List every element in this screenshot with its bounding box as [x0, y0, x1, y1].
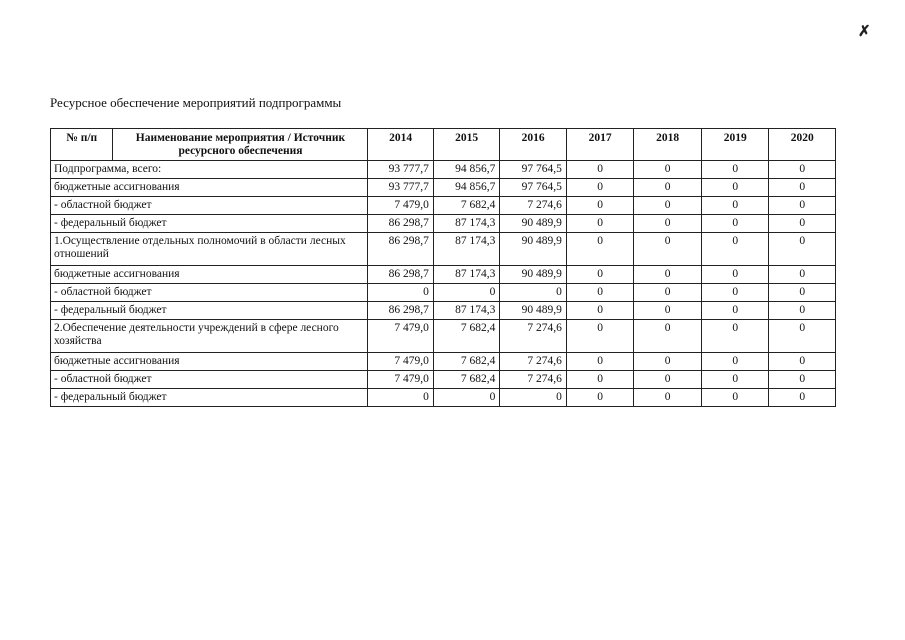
value-cell-2015: 87 174,3 [433, 302, 500, 320]
value-cell-2020: 0 [769, 197, 836, 215]
value-cell-2019: 0 [701, 353, 769, 371]
table-body [51, 161, 836, 407]
table-row [51, 233, 836, 266]
value-cell-2017: 0 [566, 161, 634, 179]
value-cell-2016: 90 489,9 [500, 266, 567, 284]
value-cell-2018: 0 [634, 302, 702, 320]
value-cell-2019: 0 [701, 233, 769, 266]
value-cell-2014: 86 298,7 [368, 215, 434, 233]
value-cell-2018: 0 [634, 284, 702, 302]
value-cell-2019: 0 [701, 161, 769, 179]
value-cell-2018: 0 [634, 320, 702, 353]
value-cell-2014: 86 298,7 [368, 266, 434, 284]
row-name-cell: - областной бюджет [51, 371, 368, 389]
header-year-2019: 2019 [701, 129, 769, 161]
header-year-2015: 2015 [433, 129, 500, 161]
value-cell-2017: 0 [566, 284, 634, 302]
value-cell-2019: 0 [701, 320, 769, 353]
table-row [51, 389, 836, 407]
value-cell-2017: 0 [566, 353, 634, 371]
value-cell-2016: 90 489,9 [500, 215, 567, 233]
value-cell-2020: 0 [769, 233, 836, 266]
value-cell-2015: 7 682,4 [433, 371, 500, 389]
value-cell-2017: 0 [566, 302, 634, 320]
value-cell-2020: 0 [769, 161, 836, 179]
value-cell-2020: 0 [769, 266, 836, 284]
value-cell-2016: 97 764,5 [500, 179, 567, 197]
value-cell-2014: 86 298,7 [368, 233, 434, 266]
value-cell-2020: 0 [769, 371, 836, 389]
row-name-cell: бюджетные ассигнования [51, 266, 368, 284]
value-cell-2019: 0 [701, 215, 769, 233]
value-cell-2016: 90 489,9 [500, 233, 567, 266]
value-cell-2020: 0 [769, 215, 836, 233]
table-row [51, 179, 836, 197]
value-cell-2014: 0 [368, 284, 434, 302]
value-cell-2016: 0 [500, 389, 567, 407]
value-cell-2017: 0 [566, 389, 634, 407]
value-cell-2020: 0 [769, 389, 836, 407]
row-name-cell: - областной бюджет [51, 284, 368, 302]
row-name-cell: Подпрограмма, всего: [51, 161, 368, 179]
table-row [51, 197, 836, 215]
value-cell-2018: 0 [634, 389, 702, 407]
table-row [51, 353, 836, 371]
value-cell-2018: 0 [634, 371, 702, 389]
value-cell-2015: 94 856,7 [433, 179, 500, 197]
table-header-row [51, 129, 836, 161]
value-cell-2016: 0 [500, 284, 567, 302]
value-cell-2014: 93 777,7 [368, 161, 434, 179]
value-cell-2019: 0 [701, 197, 769, 215]
value-cell-2014: 7 479,0 [368, 353, 434, 371]
value-cell-2014: 7 479,0 [368, 197, 434, 215]
table-row [51, 215, 836, 233]
row-name-cell: - федеральный бюджет [51, 302, 368, 320]
table-row [51, 320, 836, 353]
value-cell-2018: 0 [634, 179, 702, 197]
resource-table [50, 128, 836, 407]
value-cell-2015: 0 [433, 284, 500, 302]
header-year-2016: 2016 [500, 129, 567, 161]
value-cell-2015: 87 174,3 [433, 233, 500, 266]
header-year-2020: 2020 [769, 129, 836, 161]
value-cell-2016: 97 764,5 [500, 161, 567, 179]
value-cell-2020: 0 [769, 179, 836, 197]
value-cell-2015: 94 856,7 [433, 161, 500, 179]
value-cell-2020: 0 [769, 320, 836, 353]
value-cell-2019: 0 [701, 266, 769, 284]
value-cell-2019: 0 [701, 284, 769, 302]
row-name-cell: - областной бюджет [51, 197, 368, 215]
table-row [51, 302, 836, 320]
value-cell-2016: 90 489,9 [500, 302, 567, 320]
value-cell-2015: 7 682,4 [433, 353, 500, 371]
value-cell-2016: 7 274,6 [500, 353, 567, 371]
row-name-cell: бюджетные ассигнования [51, 353, 368, 371]
header-number: № п/п [51, 129, 113, 161]
value-cell-2016: 7 274,6 [500, 371, 567, 389]
corner-check-mark: ✗ [858, 24, 871, 40]
value-cell-2016: 7 274,6 [500, 320, 567, 353]
value-cell-2015: 7 682,4 [433, 320, 500, 353]
value-cell-2017: 0 [566, 371, 634, 389]
value-cell-2017: 0 [566, 266, 634, 284]
value-cell-2020: 0 [769, 353, 836, 371]
header-name: Наименование мероприятия / Источник ресурсного обеспечения [113, 129, 368, 161]
value-cell-2018: 0 [634, 215, 702, 233]
value-cell-2017: 0 [566, 233, 634, 266]
table-row [51, 371, 836, 389]
table-row [51, 284, 836, 302]
value-cell-2017: 0 [566, 179, 634, 197]
value-cell-2015: 0 [433, 389, 500, 407]
value-cell-2014: 0 [368, 389, 434, 407]
value-cell-2018: 0 [634, 197, 702, 215]
value-cell-2015: 87 174,3 [433, 266, 500, 284]
value-cell-2014: 7 479,0 [368, 320, 434, 353]
value-cell-2014: 86 298,7 [368, 302, 434, 320]
row-name-cell: 1.Осуществление отдельных полномочий в области лесных отношений [51, 233, 368, 266]
row-name-cell: 2.Обеспечение деятельности учреждений в сфере лесного хозяйства [51, 320, 368, 353]
value-cell-2019: 0 [701, 302, 769, 320]
table-row [51, 161, 836, 179]
value-cell-2017: 0 [566, 320, 634, 353]
value-cell-2020: 0 [769, 284, 836, 302]
header-year-2017: 2017 [566, 129, 634, 161]
value-cell-2020: 0 [769, 302, 836, 320]
row-name-cell: бюджетные ассигнования [51, 179, 368, 197]
header-year-2014: 2014 [368, 129, 434, 161]
row-name-cell: - федеральный бюджет [51, 389, 368, 407]
value-cell-2017: 0 [566, 197, 634, 215]
header-year-2018: 2018 [634, 129, 702, 161]
row-name-cell: - федеральный бюджет [51, 215, 368, 233]
value-cell-2016: 7 274,6 [500, 197, 567, 215]
value-cell-2019: 0 [701, 371, 769, 389]
value-cell-2018: 0 [634, 233, 702, 266]
table-row [51, 266, 836, 284]
value-cell-2014: 93 777,7 [368, 179, 434, 197]
value-cell-2015: 7 682,4 [433, 197, 500, 215]
value-cell-2018: 0 [634, 266, 702, 284]
document-title: Ресурсное обеспечение мероприятий подпрограммы [50, 95, 342, 110]
value-cell-2019: 0 [701, 389, 769, 407]
value-cell-2019: 0 [701, 179, 769, 197]
value-cell-2017: 0 [566, 215, 634, 233]
value-cell-2018: 0 [634, 161, 702, 179]
value-cell-2015: 87 174,3 [433, 215, 500, 233]
value-cell-2018: 0 [634, 353, 702, 371]
value-cell-2014: 7 479,0 [368, 371, 434, 389]
